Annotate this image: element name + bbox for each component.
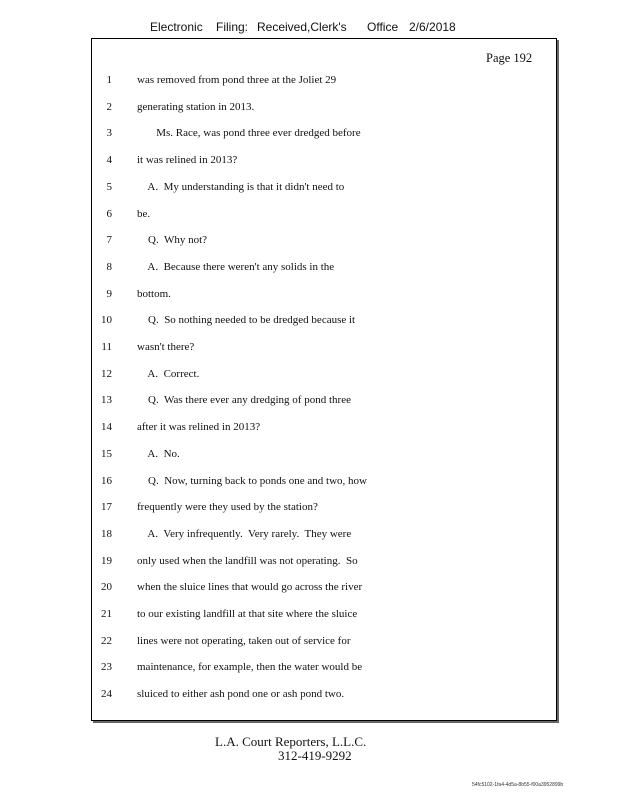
line-number: 17: [101, 501, 112, 514]
line-number: 18: [101, 527, 112, 540]
line-number: 10: [101, 314, 112, 327]
transcript-line: [0, 501, 618, 519]
line-number: 14: [101, 421, 112, 434]
page-number: Page 192: [486, 51, 533, 65]
line-text: Q. Was there ever any dredging of pond three: [137, 394, 351, 407]
line-number: 8: [106, 260, 112, 273]
line-number: 20: [101, 581, 112, 594]
line-text: it was relined in 2013?: [137, 154, 238, 167]
line-number: 16: [101, 474, 112, 487]
line-number: 2: [106, 100, 112, 113]
line-text: generating station in 2013.: [137, 100, 255, 113]
line-text: Q. Now, turning back to ponds one and two, how: [137, 474, 367, 487]
transcript-line: [0, 421, 618, 439]
line-text: frequently were they used by the station?: [137, 501, 318, 514]
reporter-company: L.A. Court Reporters, L.L.C.: [215, 734, 367, 749]
line-number: 19: [101, 554, 112, 567]
line-text: lines were not operating, taken out of service for: [137, 634, 351, 647]
transcript-line: [0, 127, 618, 145]
header-word-electronic: Electronic: [150, 20, 203, 34]
line-text: was removed from pond three at the Joliet 29: [137, 74, 337, 86]
line-number: 24: [101, 688, 112, 701]
line-number: 6: [106, 207, 112, 220]
transcript-line: [0, 208, 618, 226]
line-text: after it was relined in 2013?: [137, 421, 261, 434]
line-number: 7: [106, 234, 112, 247]
line-number: 5: [106, 180, 112, 193]
line-number: 3: [106, 127, 112, 140]
transcript-line: [0, 181, 618, 199]
transcript-line: [0, 688, 618, 706]
line-number: 9: [106, 287, 112, 300]
line-number: 11: [101, 341, 112, 353]
line-text: A. Very infrequently. Very rarely. They were: [137, 527, 352, 540]
transcript-line: [0, 581, 618, 599]
line-text: maintenance, for example, then the water would be: [137, 661, 363, 674]
line-text: sluiced to either ash pond one or ash pond two.: [137, 688, 345, 701]
transcript-line: [0, 288, 618, 306]
line-text: Q. So nothing needed to be dredged because it: [137, 314, 356, 327]
transcript-line: [0, 154, 618, 172]
line-text: A. My understanding is that it didn't need to: [137, 180, 345, 193]
line-text: A. No.: [137, 447, 180, 460]
line-number: 22: [101, 634, 112, 647]
transcript-line: [0, 341, 618, 359]
transcript-line: [0, 475, 618, 493]
line-text: wasn't there?: [137, 341, 195, 353]
transcript-line: [0, 314, 618, 332]
transcript-line: [0, 261, 618, 279]
transcript-line: [0, 608, 618, 626]
line-text: A. Because there weren't any solids in the: [137, 260, 335, 273]
header-word-filing: Filing:: [216, 20, 249, 34]
transcript-line: [0, 661, 618, 679]
transcript-line: [0, 101, 618, 119]
line-text: Q. Why not?: [137, 234, 208, 247]
line-number: 4: [106, 154, 112, 167]
transcript-line: [0, 394, 618, 412]
header-word-office: Office: [367, 20, 399, 34]
transcript-line: [0, 448, 618, 466]
line-number: 13: [101, 394, 112, 407]
reporter-phone: 312-419-9292: [278, 748, 352, 763]
line-text: only used when the landfill was not operating. So: [137, 554, 358, 567]
transcript-line: [0, 74, 618, 92]
transcript-line: [0, 635, 618, 653]
header-word-received: Received,Clerk's: [257, 20, 347, 34]
line-text: Ms. Race, was pond three ever dredged before: [137, 127, 361, 140]
line-number: 15: [101, 447, 112, 460]
header-date: 2/6/2018: [409, 20, 456, 34]
transcript-line: [0, 234, 618, 252]
document-hash: 54fc5102-1fa4-4d5a-8b55-f00a3952899b: [472, 782, 564, 788]
line-number: 12: [101, 367, 112, 380]
line-text: to our existing landfill at that site where the sluice: [137, 608, 358, 620]
transcript-line: [0, 528, 618, 546]
line-text: A. Correct.: [137, 367, 200, 380]
line-text: be.: [137, 207, 151, 220]
line-number: 23: [101, 661, 112, 674]
transcript-line: [0, 368, 618, 386]
line-number: 21: [101, 608, 112, 620]
transcript-line: [0, 555, 618, 573]
line-text: when the sluice lines that would go across the river: [137, 581, 363, 594]
line-number: 1: [106, 74, 112, 86]
line-text: bottom.: [137, 287, 171, 300]
